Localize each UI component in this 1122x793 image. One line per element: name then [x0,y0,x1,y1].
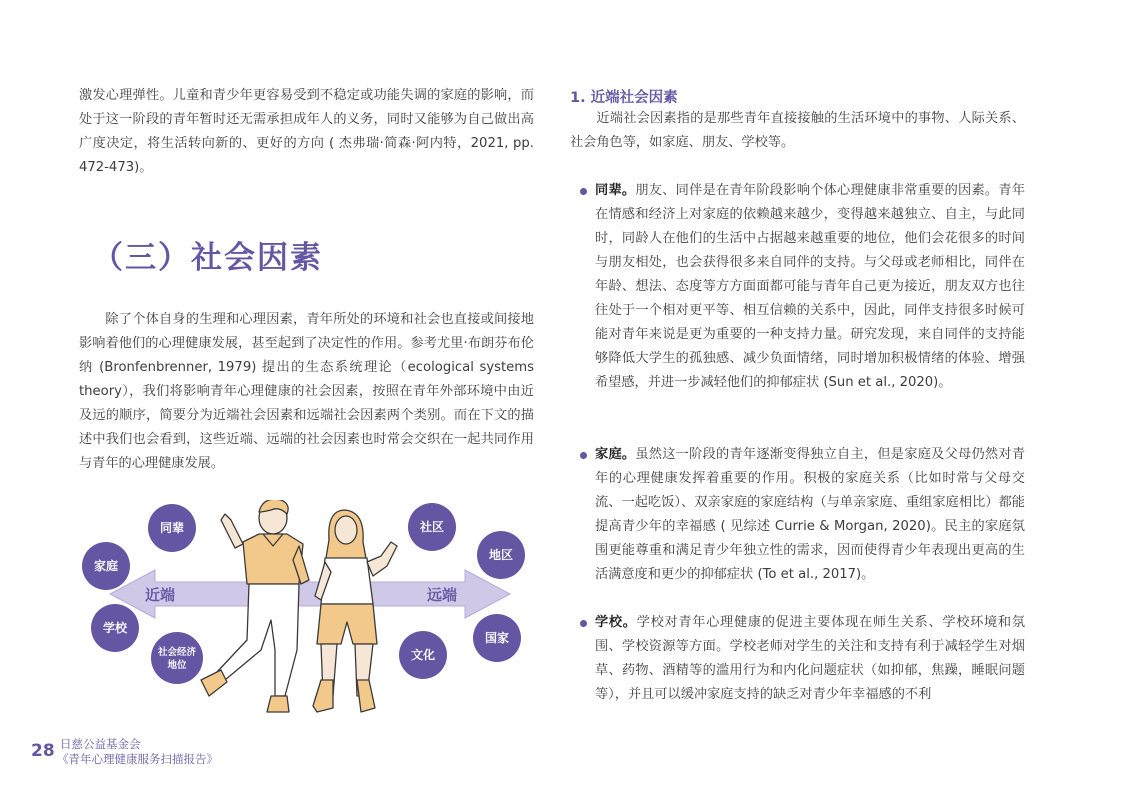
peer-circle [148,504,196,552]
bullet-dot-icon [580,620,587,627]
bullet-family [580,443,1025,587]
proximal-factors-intro: 近端社会因素指的是那些青年直接接触的生活环境中的事物、人际关系、社会角色等，如家庭、朋友、学校等。 [570,111,1025,150]
social-factors-figure [75,500,545,725]
footer-report-title: 《青年心理健康服务扫描报告》 [57,752,218,766]
bullet-school-text: 学校对青年心理健康的促进主要体现在师生关系、学校环境和氛围、学校资源等方面。学校老师对学生的关注和支持有利于减轻学生对烟草、药物、酒精等的滥用行为和内化问题症状（如抑郁，焦躁，睡眠问题等），并且可以缓冲家庭支持的缺乏对青少年幸福感的不利 [595,615,1026,702]
proximal-factors-heading: 1. 近端社会因素 [570,90,678,106]
young-woman-illustration [313,510,397,712]
culture-label: 文化 [410,648,436,662]
school-circle [91,604,139,652]
country-circle [473,614,521,662]
community-label: 社区 [419,520,445,534]
left-body-paragraph: 除了个体自身的生理和心理因素，青年所处的环境和社会也直接或间接地影响着他们的心理健康发展，甚至起到了决定性的作用。参考尤里·布朗芬布伦纳 (Bronfenbrenner, 1979) 提出的生态系统理论（ecological systems theory），我们将影响青年心理健康的社会因素，按照在青年外部环境中由近及远的顺序，简要分为近端社会因素和远端社会因素两个类别。而在下文的描述中我们也会看到，这些近端、远端的社会因素也时常会交织在一起共同作用与青年的心理健康发展。 [79,312,534,471]
near-arrow-label: 近端 [145,586,176,604]
bullet-family-text: 虽然这一阶段的青年逐渐变得独立自主，但是家庭及父母仍然对青年的心理健康发挥着重要的作用。积极的家庭关系（比如时常与父母交流、一起吃饭）、双亲家庭的家庭结构（与单亲家庭、重组家庭相比）都能提高青少年的幸福感 ( 见综述 Currie & Morgan, 2020)。民主的家庭氛围更能尊重和满足青少年独立性的需求，因而使得青少年表现出更高的生活满意度和更少的抑郁症状 (To et al., 2017)。 [595,447,1026,582]
ses-circle [151,632,203,684]
bullet-family-term: 家庭。 [595,447,636,462]
section-title: （三）社会因素 [92,240,323,276]
region-circle [477,531,525,579]
family-circle [82,542,130,590]
bullet-school [580,611,1025,707]
school-label: 学校 [102,621,128,635]
peer-label: 同辈 [159,521,185,535]
bullet-peers-term: 同辈。 [595,183,636,198]
far-arrow-label: 远端 [427,586,458,604]
bullet-peers-text: 朋友、同伴是在青年阶段影响个体心理健康非常重要的因素。青年在情感和经济上对家庭的依赖越来越少，变得越来越独立、自主，与此同时，同龄人在他们的生活中占据越来越重要的地位，他们会花很多的时间与朋友相处，也会获得很多来自同伴的支持。与父母或老师相比，同伴在年龄、想法、态度等方方面面都可能与青年自己更为接近，朋友双方也往往处于一个相对更平等、相互信赖的关系中，因此，同伴支持很多时候可能对青年来说是更为重要的一种支持力量。研究发现，来自同伴的支持能够降低大学生的孤独感、减少负面情绪，同时增加积极情绪的体验、增强希望感，并进一步减轻他们的抑郁症状 (Sun et al., 2020)。 [595,183,1026,390]
community-circle [408,503,456,551]
left-top-paragraph: 激发心理弹性。儿童和青少年更容易受到不稳定或功能失调的家庭的影响，而处于这一阶段的青年暂时还无需承担成年人的义务，同时又能够为自己做出高广度决定，将生活转向新的、更好的方向 ( 杰弗瑞·简森·阿内特，2021, pp. 472-473)。 [79,88,534,175]
bullet-school-term: 学校。 [595,615,637,630]
family-label: 家庭 [93,559,119,573]
bullet-dot-icon [580,188,587,195]
region-label: 地区 [488,548,514,562]
culture-circle [399,631,447,679]
bullet-dot-icon [580,452,587,459]
ses-label-line1: 社会经济 [157,647,197,658]
bullet-peers [580,179,1025,395]
page-number: 28 [31,741,55,761]
ses-label-line2: 地位 [167,660,187,671]
footer-organization: 日慈公益基金会 [60,737,141,751]
country-label: 国家 [484,631,510,645]
